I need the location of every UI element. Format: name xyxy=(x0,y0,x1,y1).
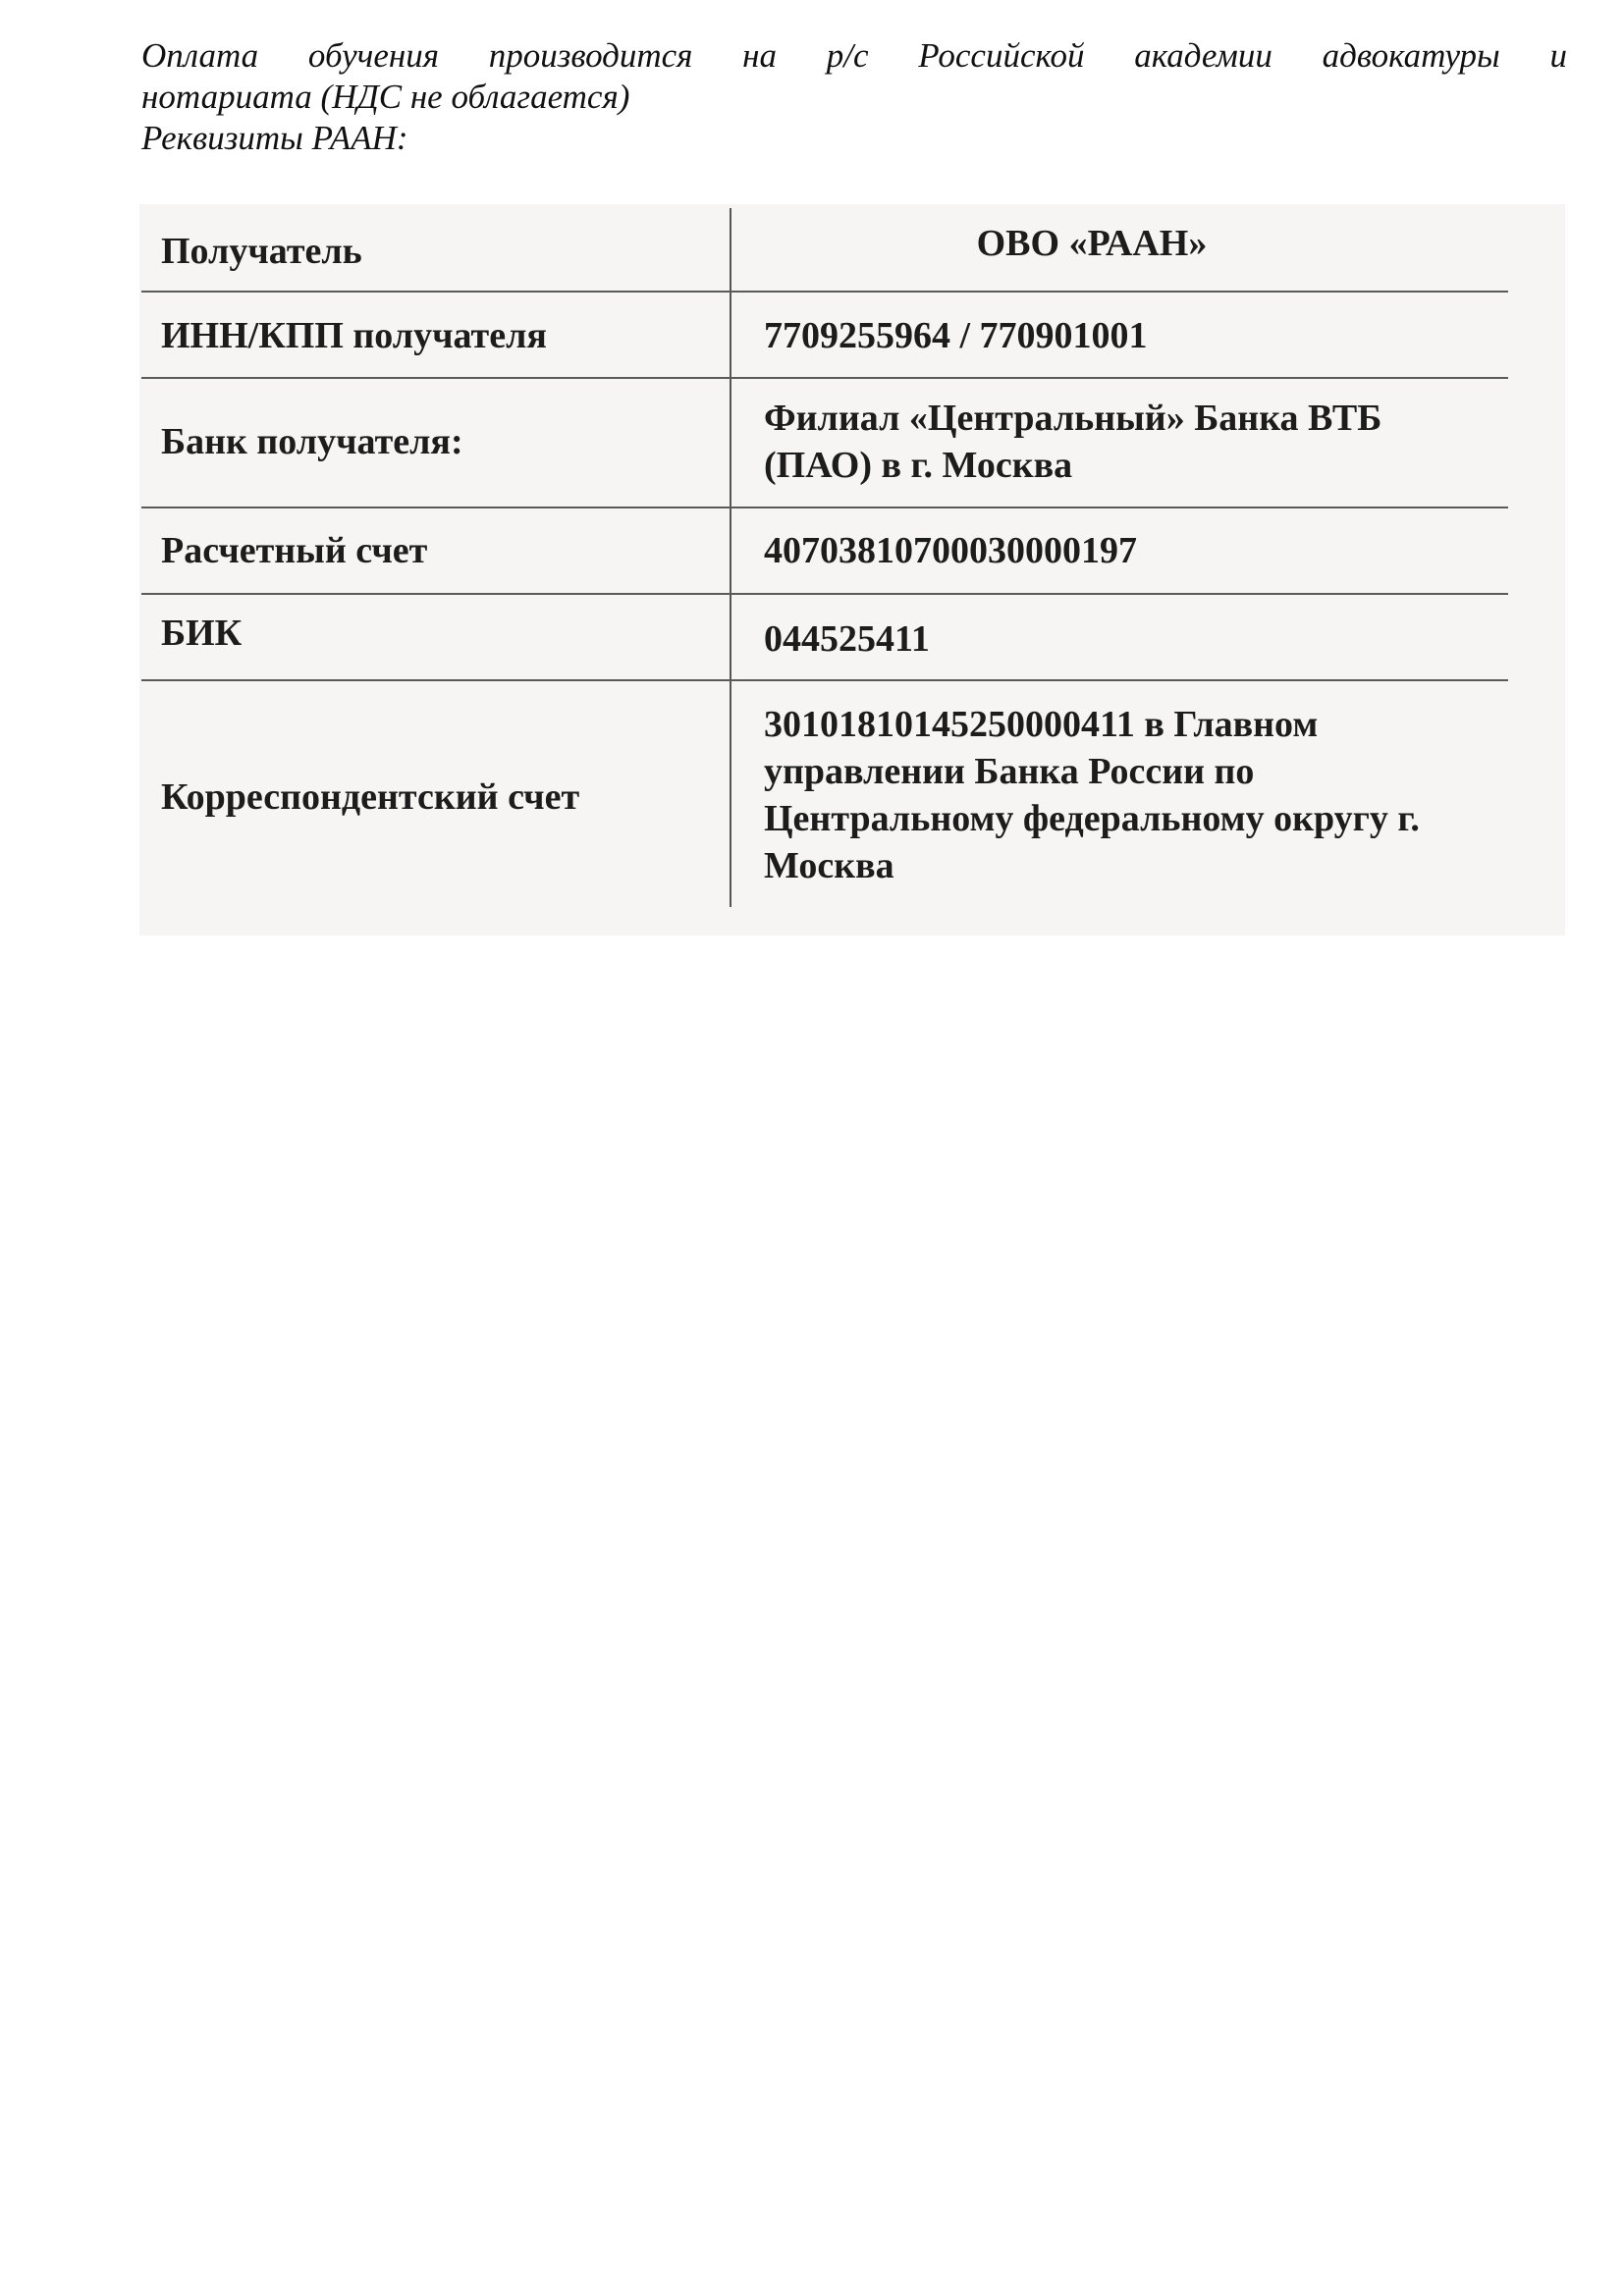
table-row-value-bik: 044525411 xyxy=(764,618,930,660)
table-row-divider xyxy=(141,679,1508,681)
table-row-label-account: Расчетный счет xyxy=(161,530,428,571)
table-row-label-bik: БИК xyxy=(161,613,243,654)
intro-line-3: Реквизиты РААН: xyxy=(141,119,408,157)
table-row-divider xyxy=(141,507,1508,508)
intro-text xyxy=(141,35,1567,159)
intro-line-2: нотариата (НДС не облагается) xyxy=(141,78,630,116)
table-row-label-inn-kpp: ИНН/КПП получателя xyxy=(161,315,547,356)
scanned-requisites-image xyxy=(139,204,1565,935)
table-column-divider xyxy=(730,208,731,907)
table-row-divider xyxy=(141,291,1508,293)
table-row-label-recipient: Получатель xyxy=(161,231,362,272)
table-row-label-bank: Банк получателя: xyxy=(161,421,463,462)
table-row-divider xyxy=(141,377,1508,379)
table-row-value-correspondent-account: 30101810145250000411 в Главном управлении Банка России по Центральному федеральному округу г. Москва xyxy=(764,704,1420,886)
table-row-divider xyxy=(141,593,1508,595)
intro-line-1: Оплата обучения производится на р/с Российской академии адвокатуры и xyxy=(141,36,1567,75)
table-row-value-bank: Филиал «Центральный» Банка ВТБ (ПАО) в г. Москва xyxy=(764,398,1382,486)
table-row-value-recipient: ОВО «РААН» xyxy=(976,223,1208,264)
requisites-table xyxy=(139,204,1565,935)
table-row-label-correspondent-account: Корреспондентский счет xyxy=(161,776,580,818)
table-row-value-account: 40703810700030000197 xyxy=(764,530,1137,571)
table-row-value-inn-kpp: 7709255964 / 770901001 xyxy=(764,315,1148,356)
